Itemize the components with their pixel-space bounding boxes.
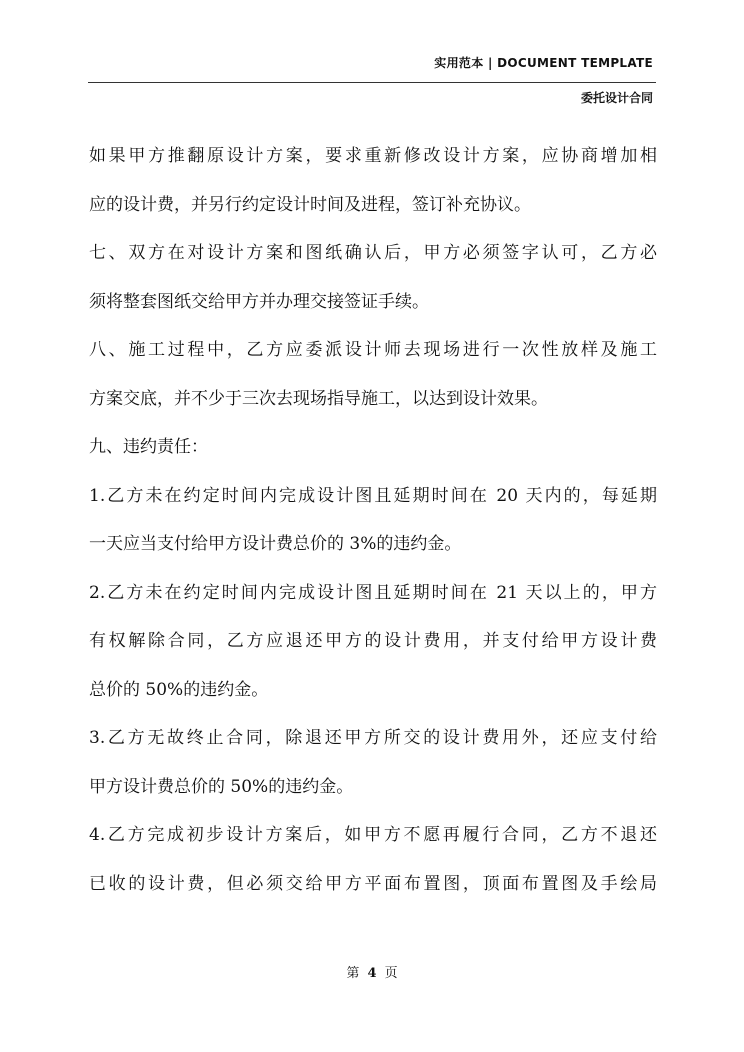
text-line: 须将整套图纸交给甲方并办理交接签证手续。 [89, 291, 429, 312]
text-line: 有权解除合同，乙方应退还甲方的设计费用，并支付给甲方设计费 [89, 631, 657, 651]
footer-suffix: 页 [384, 966, 398, 981]
text-line: 七、双方在对设计方案和图纸确认后，甲方必须签字认可，乙方必 [89, 243, 657, 263]
header-document-title: 委托设计合同 [580, 91, 653, 105]
text-line: 3.乙方无故终止合同，除退还甲方所交的设计费用外，还应支付给 [89, 728, 657, 748]
text-line: 甲方设计费总价的 50%的违约金。 [89, 776, 354, 797]
page-number: 4 [367, 966, 377, 981]
body-text [89, 136, 657, 912]
text-line: 如果甲方推翻原设计方案，要求重新修改设计方案，应协商增加相 [89, 146, 657, 166]
text-line: 方案交底，并不少于三次去现场指导施工，以达到设计效果。 [89, 388, 548, 409]
text-line: 2.乙方未在约定时间内完成设计图且延期时间在 21 天以上的，甲方 [89, 582, 657, 603]
footer-prefix: 第 [346, 966, 360, 981]
text-line: 总价的 50%的违约金。 [89, 679, 269, 700]
text-line: 应的设计费，并另行约定设计时间及进程，签订补充协议。 [89, 194, 531, 215]
text-line: 已收的设计费，但必须交给甲方平面布置图，顶面布置图及手绘局 [89, 873, 657, 894]
section-heading: 九、违约责任： [89, 437, 208, 457]
text-line: 4.乙方完成初步设计方案后，如甲方不愿再履行合同，乙方不退还 [89, 825, 657, 845]
text-line: 八、施工过程中，乙方应委派设计师去现场进行一次性放样及施工 [89, 340, 657, 360]
text-line: 一天应当支付给甲方设计费总价的 3%的违约金。 [89, 534, 462, 554]
text-line: 1.乙方未在约定时间内完成设计图且延期时间在 20 天内的，每延期 [89, 485, 657, 506]
page-footer [0, 962, 744, 981]
header-template-label: 实用范本 | DOCUMENT TEMPLATE [434, 56, 653, 70]
header-divider [88, 82, 656, 83]
